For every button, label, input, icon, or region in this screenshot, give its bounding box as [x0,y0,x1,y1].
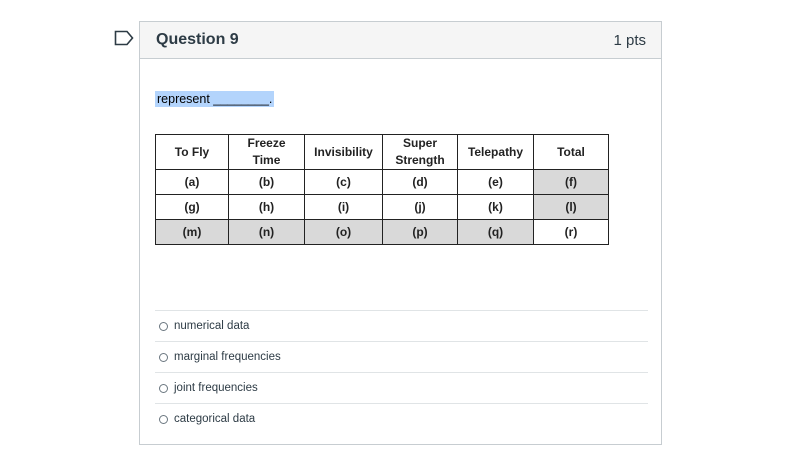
table-header-cell: Freeze Time [229,135,305,170]
answer-option-numerical-data[interactable] [155,310,648,341]
question-prompt: represent ________. [157,92,273,106]
table-cell: (e) [458,170,534,195]
table-cell: (f) [534,170,609,195]
answer-list [155,310,648,434]
radio-button[interactable] [159,415,168,424]
table-cell: (i) [305,195,383,220]
question-title: Question 9 [156,31,239,48]
table-cell: (p) [383,220,458,245]
table-cell: (q) [458,220,534,245]
table-cell: (h) [229,195,305,220]
frequency-table [155,134,609,245]
table-header-cell: Invisibility [305,135,383,170]
answer-option-categorical-data[interactable] [155,403,648,434]
table-cell: (c) [305,170,383,195]
table-cell: (n) [229,220,305,245]
answer-option-marginal-frequencies[interactable] [155,341,648,372]
radio-button[interactable] [159,322,168,331]
table-row [156,170,609,195]
table-row [156,195,609,220]
table-cell: (r) [534,220,609,245]
answer-label: marginal frequencies [174,351,281,363]
answer-option-joint-frequencies[interactable] [155,372,648,403]
table-header-row [156,135,609,170]
bookmark-icon[interactable] [114,30,134,46]
table-header-cell: Super Strength [383,135,458,170]
table-cell: (a) [156,170,229,195]
table-header-cell: Telepathy [458,135,534,170]
table-cell: (o) [305,220,383,245]
table-cell: (m) [156,220,229,245]
table-cell: (j) [383,195,458,220]
answer-label: numerical data [174,320,250,332]
question-points: 1 pts [613,31,646,49]
table-row [156,220,609,245]
radio-button[interactable] [159,353,168,362]
table-cell: (b) [229,170,305,195]
answer-label: categorical data [174,413,256,425]
table-cell: (d) [383,170,458,195]
question-card [139,21,662,445]
table-header-cell: Total [534,135,609,170]
radio-button[interactable] [159,384,168,393]
answer-label: joint frequencies [174,382,258,394]
table-cell: (g) [156,195,229,220]
table-header-cell: To Fly [156,135,229,170]
table-cell: (k) [458,195,534,220]
question-header [140,22,661,59]
table-cell: (l) [534,195,609,220]
